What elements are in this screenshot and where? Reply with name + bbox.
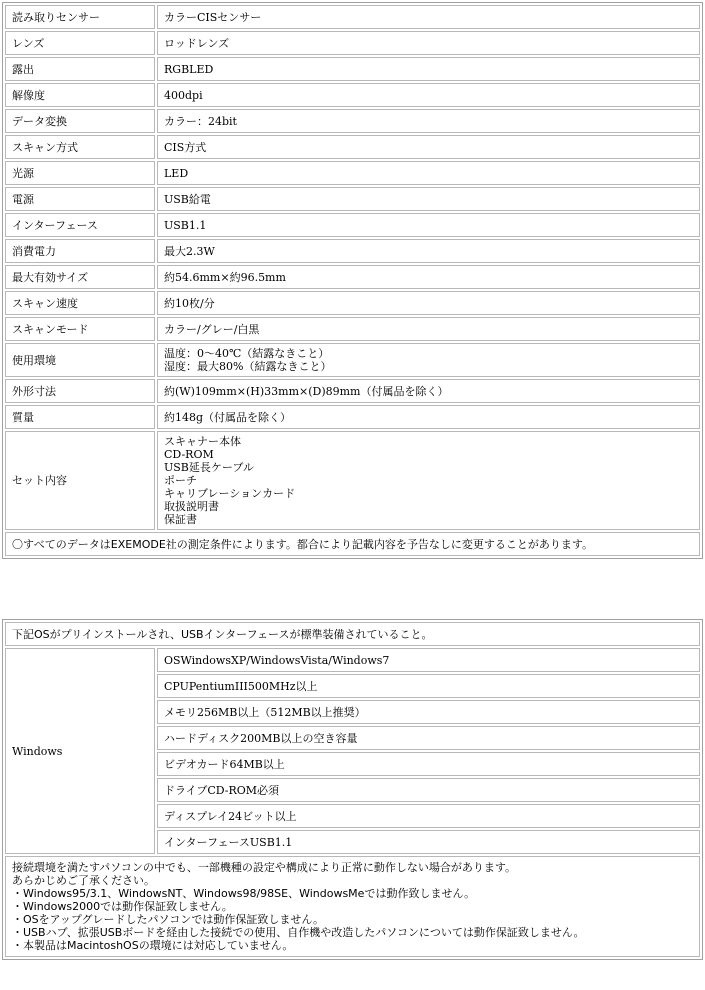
note-line: ・本製品はMacintoshOSの環境には対応していません。 (12, 939, 294, 952)
spec-row (5, 343, 700, 377)
spec-row (5, 291, 700, 315)
spec-value-line: 保証書 (164, 513, 197, 526)
spec-label: 最大有効サイズ (5, 265, 155, 289)
spec-value: カラーCISセンサー (157, 5, 700, 29)
spec-table (2, 2, 703, 559)
note-line: ・Windows2000では動作保証致しません。 (12, 900, 233, 913)
spec-value: 約(W)109mm×(H)33mm×(D)89mm（付属品を除く） (157, 379, 700, 403)
spec-value-line: 取扱説明書 (164, 500, 219, 513)
spec-row (5, 57, 700, 81)
requirements-header: 下記OSがプリインストールされ、USBインターフェースが標準装備されていること。 (5, 622, 700, 646)
note-line: あらかじめご了承ください。 (12, 874, 155, 887)
spec-row (5, 31, 700, 55)
spec-value-line: CD-ROM (164, 448, 214, 461)
spec-value: USB給電 (157, 187, 700, 211)
spec-label: 露出 (5, 57, 155, 81)
spec-value-line: 温度：0～40℃（結露なきこと） (164, 347, 330, 360)
spec-row (5, 213, 700, 237)
spec-value: ロッドレンズ (157, 31, 700, 55)
spec-value: カラー：24bit (157, 109, 700, 133)
spec-value (157, 343, 700, 377)
spec-label: 光源 (5, 161, 155, 185)
spec-label: スキャン速度 (5, 291, 155, 315)
spec-label: 解像度 (5, 83, 155, 107)
spec-value-line: USB延長ケーブル (164, 461, 254, 474)
spec-value: 400dpi (157, 83, 700, 107)
spec-value-line: スキャナー本体 (164, 435, 241, 448)
requirements-notes (5, 856, 700, 957)
requirements-table-container (2, 619, 703, 960)
spec-value-line: 湿度：最大80%（結露なきこと） (164, 360, 332, 373)
spec-row (5, 5, 700, 29)
spec-footnote: 〇すべてのデータはEXEMODE社の測定条件によります。都合により記載内容を予告なしに変更することがあります。 (5, 532, 700, 556)
requirement-item: ビデオカード64MB以上 (157, 752, 700, 776)
requirement-item: ドライブCD-ROM必須 (157, 778, 700, 802)
spec-table-container (2, 2, 703, 559)
spec-row (5, 83, 700, 107)
spec-value: 約10枚/分 (157, 291, 700, 315)
spec-value: RGBLED (157, 57, 700, 81)
spec-footnote-row (5, 532, 700, 556)
spec-value (157, 431, 700, 530)
requirement-item: ディスプレイ24ビット以上 (157, 804, 700, 828)
spec-label: 消費電力 (5, 239, 155, 263)
spec-row (5, 265, 700, 289)
requirement-item: CPUPentiumIII500MHz以上 (157, 674, 700, 698)
spec-row (5, 239, 700, 263)
spec-label: データ変換 (5, 109, 155, 133)
spec-row (5, 379, 700, 403)
spec-label: レンズ (5, 31, 155, 55)
spec-row (5, 135, 700, 159)
requirement-item: インターフェースUSB1.1 (157, 830, 700, 854)
spec-label: 電源 (5, 187, 155, 211)
spec-value-line: ポーチ (164, 474, 197, 487)
spec-label: セット内容 (5, 431, 155, 530)
spec-row (5, 161, 700, 185)
note-line: 接続環境を満たすパソコンの中でも、一部機種の設定や構成により正常に動作しない場合があります。 (12, 861, 517, 874)
spec-value-line: キャリブレーションカード (164, 487, 296, 500)
note-line: ・Windows95/3.1、WindowsNT、Windows98/98SE、WindowsMeでは動作致しません。 (12, 887, 476, 900)
spec-row (5, 431, 700, 530)
note-line: ・OSをアップグレードしたパソコンでは動作保証致しません。 (12, 913, 324, 926)
spec-label: 質量 (5, 405, 155, 429)
spec-value: 約148g（付属品を除く） (157, 405, 700, 429)
spec-row (5, 109, 700, 133)
spec-row (5, 187, 700, 211)
spec-label: 読み取りセンサー (5, 5, 155, 29)
spec-value: LED (157, 161, 700, 185)
spec-label: スキャンモード (5, 317, 155, 341)
requirements-table (2, 619, 703, 960)
spec-value: 最大2.3W (157, 239, 700, 263)
spec-label: 外形寸法 (5, 379, 155, 403)
note-line: ・USBハブ、拡張USBボードを経由した接続での使用、自作機や改造したパソコンについては動作保証致しません。 (12, 926, 585, 939)
requirement-item: OSWindowsXP/WindowsVista/Windows7 (157, 648, 700, 672)
spec-row (5, 405, 700, 429)
spec-value: USB1.1 (157, 213, 700, 237)
spec-value: CIS方式 (157, 135, 700, 159)
requirement-item: ハードディスク200MB以上の空き容量 (157, 726, 700, 750)
spec-value: 約54.6mm×約96.5mm (157, 265, 700, 289)
spec-row (5, 317, 700, 341)
spec-label: インターフェース (5, 213, 155, 237)
requirement-item: メモリ256MB以上（512MB以上推奨） (157, 700, 700, 724)
spec-label: 使用環境 (5, 343, 155, 377)
spec-label: スキャン方式 (5, 135, 155, 159)
spec-value: カラー/グレー/白黒 (157, 317, 700, 341)
os-label: Windows (5, 648, 155, 854)
